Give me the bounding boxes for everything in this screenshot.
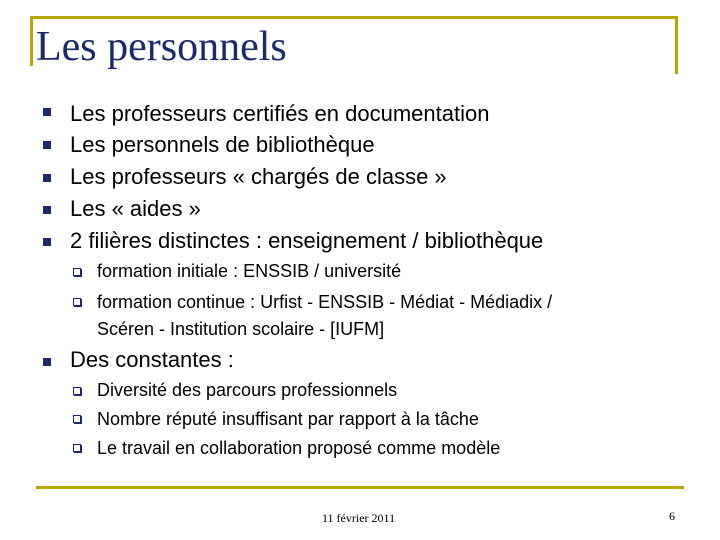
sub-bullet-box-icon	[73, 268, 81, 276]
bullet-item: 2 filières distinctes : enseignement / bibliothèque	[70, 228, 544, 253]
title-frame-right-line	[675, 16, 678, 74]
sub-bullet-item: Diversité des parcours professionnels	[97, 380, 398, 400]
bullet-square-icon	[43, 358, 51, 366]
bullet-square-icon	[43, 141, 51, 149]
sub-bullet-item: Nombre réputé insuffisant par rapport à la tâche	[97, 409, 479, 429]
sub-bullet-item: formation initiale : ENSSIB / université	[97, 261, 402, 281]
bullet-item: Les professeurs « chargés de classe »	[70, 164, 447, 189]
sub-bullet-item: Le travail en collaboration proposé comme modèle	[97, 438, 501, 458]
bullet-square-icon	[43, 174, 51, 182]
title-frame-left-line	[30, 16, 33, 66]
sub-bullet-box-icon	[73, 415, 81, 423]
bullet-item: Les personnels de bibliothèque	[70, 132, 375, 157]
sub-bullet-box-icon	[73, 444, 81, 452]
footer-date: 11 février 2011	[322, 511, 396, 525]
bullet-item: Les professeurs certifiés en documentation	[70, 101, 490, 126]
sub-bullet-box-icon	[73, 298, 81, 306]
bullet-item: Des constantes :	[70, 347, 234, 372]
bullet-square-icon	[43, 238, 51, 246]
bullet-item: Les « aides »	[70, 196, 201, 221]
bullet-square-icon	[43, 108, 51, 116]
sub-bullet-item-continuation: Scéren - Institution scolaire - [IUFM]	[97, 319, 385, 339]
sub-bullet-item: formation continue : Urfist - ENSSIB - Médiat - Médiadix /	[97, 292, 553, 312]
page-number: 6	[669, 509, 675, 523]
bullet-square-icon	[43, 206, 51, 214]
slide-title: Les personnels	[36, 24, 287, 70]
sub-bullet-box-icon	[73, 387, 81, 395]
title-frame-top-line	[30, 16, 677, 19]
footer-divider	[36, 486, 684, 489]
